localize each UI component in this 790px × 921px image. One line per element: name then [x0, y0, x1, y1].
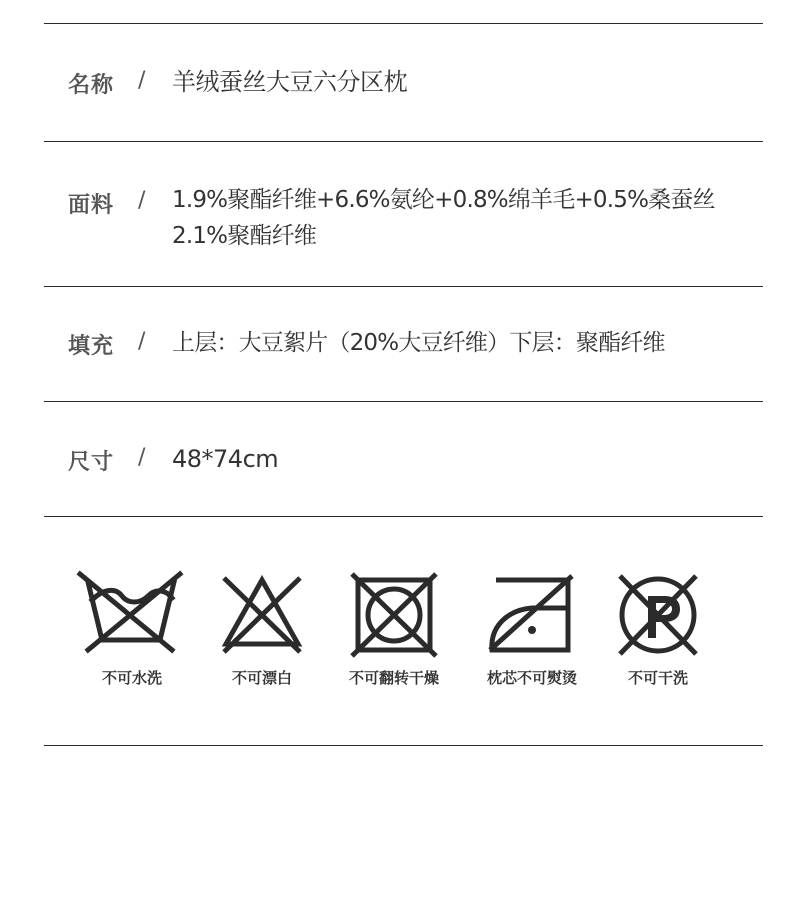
care-item: [72, 568, 192, 698]
spec-value: 48*74cm: [172, 445, 279, 473]
spec-row-fabric: [44, 182, 763, 254]
no-tumble-dry-icon: [334, 568, 454, 663]
care-item: [598, 568, 718, 698]
spec-value: 羊绒蚕丝大豆六分区枕: [172, 68, 407, 96]
care-item: [202, 568, 322, 698]
care-item: [334, 568, 454, 698]
no-iron-icon: [472, 568, 592, 663]
spec-separator: /: [138, 188, 146, 213]
care-instructions: [72, 568, 732, 698]
spec-label: 面料: [68, 193, 115, 218]
care-item: [472, 568, 592, 698]
spec-row-name: [44, 64, 763, 104]
spec-separator: /: [138, 68, 146, 93]
spec-separator: /: [138, 445, 146, 470]
divider: [44, 516, 763, 517]
divider-bottom: [44, 745, 763, 746]
divider-top: [44, 23, 763, 24]
care-label: 不可漂白: [231, 669, 292, 687]
no-wash-icon: [72, 568, 192, 663]
divider: [44, 401, 763, 402]
care-label: 不可干洗: [627, 669, 688, 687]
no-dry-clean-icon: [598, 568, 718, 663]
spec-label: 填充: [68, 334, 115, 359]
care-label: 不可翻转干燥: [348, 669, 439, 687]
spec-value-line-1: 1.9%聚酯纤维+6.6%氨纶+0.8%绵羊毛+0.5%桑蚕丝: [172, 187, 715, 213]
care-label: 不可水洗: [101, 669, 162, 687]
divider: [44, 286, 763, 287]
care-label: 枕芯不可熨烫: [486, 669, 577, 687]
divider: [44, 141, 763, 142]
spec-value: 上层：大豆絮片（20%大豆纤维）下层：聚酯纤维: [172, 330, 665, 356]
spec-label: 名称: [68, 73, 115, 98]
spec-row-filling: [44, 325, 763, 365]
no-bleach-icon: [202, 568, 322, 663]
spec-label: 尺寸: [68, 450, 115, 475]
spec-row-size: [44, 441, 763, 481]
spec-value-line-2: 2.1%聚酯纤维: [172, 223, 317, 249]
spec-separator: /: [138, 329, 146, 354]
